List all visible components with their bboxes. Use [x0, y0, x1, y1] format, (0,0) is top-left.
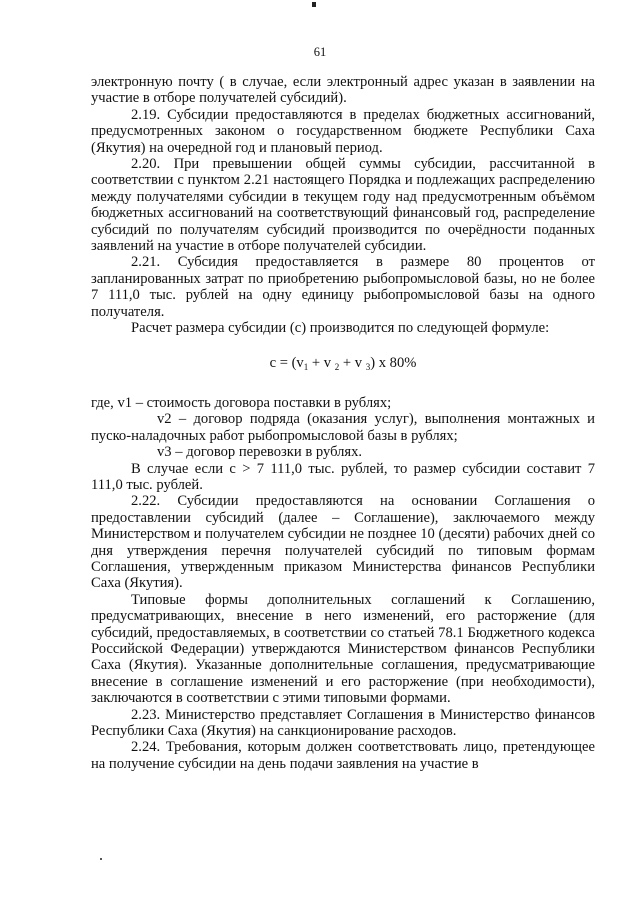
formula-sub-2: 2 [334, 361, 340, 372]
paragraph-v2: v2 – договор подряда (оказания услуг), выполнения монтажных и пуско-наладочных работ рыбопромысловой базы в рублях; [91, 411, 595, 444]
formula-plus-2: + v [339, 354, 366, 371]
paragraph-2-21: 2.21. Субсидия предоставляется в размере 80 процентов от запланированных затрат по приобретению рыбопромысловой базы, но не более 7 111,0 тыс. рублей на одну единицу рыбопромысловой базы на одного получателя. [91, 254, 595, 320]
formula-lhs: c = (v [269, 354, 304, 371]
scan-dot [100, 858, 102, 860]
formula-plus-1: + v [308, 354, 335, 371]
paragraph-2-22: 2.22. Субсидии предоставляются на основании Соглашения о предоставлении субсидий (далее – Соглашение), заключаемого между Министерством и получателем субсидии не позднее 10 (десяти) рабочих дней со дня утверждения перечня получателей субсидий по типовым формам Соглашения, утвержденным приказом Министерства финансов Республики Саха (Якутия). [91, 493, 595, 592]
document-body [91, 74, 595, 772]
formula-rhs: ) x 80% [370, 354, 417, 371]
subsidy-formula [91, 355, 595, 375]
scan-mark [312, 2, 316, 7]
paragraph-limit: В случае если c > 7 111,0 тыс. рублей, то размер субсидии составит 7 111,0 тыс. рублей. [91, 460, 595, 493]
page-number: 61 [313, 45, 327, 59]
paragraph-v1: где, v1 – стоимость договора поставки в рублях; [91, 394, 392, 411]
paragraph-2-24: 2.24. Требования, которым должен соответствовать лицо, претендующее на получение субсидии на день подачи заявления на участие в [91, 739, 595, 772]
paragraph-continuation: электронную почту ( в случае, если электронный адрес указан в заявлении на участие в отборе получателей субсидий). [91, 74, 595, 107]
paragraph-typical-forms: Типовые формы дополнительных соглашений к Соглашению, предусматривающих, внесение в него изменений, его расторжение (для субсидий, предоставляемых, в соответствии со статьей 78.1 Бюджетного кодекса Российской Федерации) утверждаются Министерством финансов Республики Саха (Якутия). Указанные дополнительные соглашения, предусматривающие внесение в соглашение изменений и его расторжение (при необходимости), заключаются в соответствии с этими типовыми формами. [91, 591, 595, 707]
formula-sub-1: 1 [303, 361, 309, 372]
paragraph-v3: v3 – договор перевозки в рублях. [157, 444, 363, 461]
paragraph-2-23: 2.23. Министерство представляет Соглашения в Министерство финансов Республики Саха (Якутия) на санкционирование расходов. [91, 706, 595, 740]
paragraph-2-20: 2.20. При превышении общей суммы субсидии, рассчитанной в соответствии с пунктом 2.21 настоящего Порядка и подлежащих распределению между получателями субсидии в текущем году над предусмотренным объёмом бюджетных ассигнований на соответствующий финансовый год, распределение субсидий по получателям субсидий производится по очерёдности поданных заявлений на участие в отборе получателей субсидии. [91, 156, 595, 255]
formula-sub-3: 3 [365, 361, 371, 372]
paragraph-2-19: 2.19. Субсидии предоставляются в пределах бюджетных ассигнований, предусмотренных законом о государственном бюджете Республики Саха (Якутия) на очередной год и плановый период. [91, 106, 595, 156]
paragraph-calculation: Расчет размера субсидии (с) производится по следующей формуле: [131, 320, 550, 337]
